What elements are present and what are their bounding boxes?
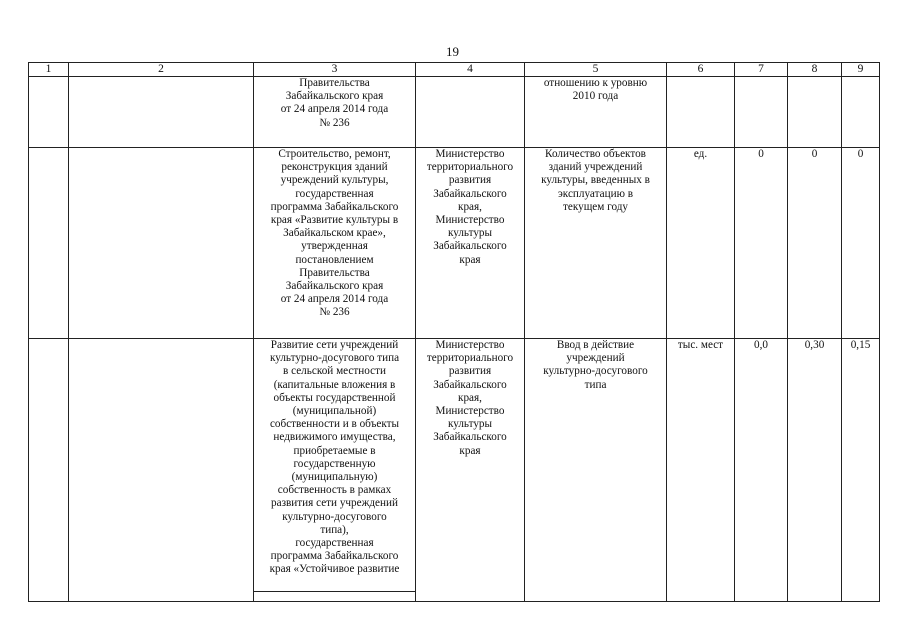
cell-name xyxy=(69,339,254,602)
col-header-4: 4 xyxy=(416,63,525,77)
header-row xyxy=(29,63,880,77)
cell-program-text: Строительство, ремонт, реконструкция зданий учреждений культуры, государственная программа Забайкальского края «Развитие культуры в Забайкальском крае», утвержденная постановлением Правительства Забайкальского края от 24 апреля 2014 года № 236 xyxy=(270,148,399,319)
col-header-7: 7 xyxy=(735,63,788,77)
cell-value-9: 0 xyxy=(842,148,880,339)
col-header-1: 1 xyxy=(29,63,69,77)
cell-indicator-text: отношению к уровню 2010 года xyxy=(543,77,648,103)
cell-indicator-text: Ввод в действие учреждений культурно-досугового типа xyxy=(543,339,648,391)
cell-indicator xyxy=(525,148,667,339)
cell-value-9: 0,15 xyxy=(842,339,880,602)
cell-value-7: 0,0 xyxy=(735,339,788,602)
cell-executor xyxy=(416,148,525,339)
cell-value-8 xyxy=(788,77,842,148)
cell-indicator xyxy=(525,77,667,148)
col-header-5: 5 xyxy=(525,63,667,77)
table-row xyxy=(29,148,880,339)
cell-indicator-text: Количество объектов зданий учреждений культуры, введенных в эксплуатацию в текущем году xyxy=(541,148,650,213)
col-header-2: 2 xyxy=(69,63,254,77)
cell-number xyxy=(29,339,69,602)
cell-value-7 xyxy=(735,77,788,148)
cell-name xyxy=(69,77,254,148)
col-header-9: 9 xyxy=(842,63,880,77)
col-header-3: 3 xyxy=(254,63,416,77)
cell-program xyxy=(254,77,416,148)
table-row xyxy=(29,339,880,602)
cell-number xyxy=(29,148,69,339)
cell-program-text: Правительства Забайкальского края от 24 апреля 2014 года № 236 xyxy=(280,77,389,129)
cell-executor xyxy=(416,339,525,602)
program-table xyxy=(28,62,880,602)
cell-executor-text: Министерство территориального развития Забайкальского края, Министерство культуры Забайкальского края xyxy=(426,339,514,457)
cell-unit: ед. xyxy=(667,148,735,339)
cell-name xyxy=(69,148,254,339)
table-row xyxy=(29,77,880,148)
cell-bottom-rule xyxy=(253,591,415,592)
cell-program xyxy=(254,148,416,339)
cell-executor xyxy=(416,77,525,148)
cell-program xyxy=(254,339,416,602)
cell-value-8: 0 xyxy=(788,148,842,339)
cell-number xyxy=(29,77,69,148)
cell-program-text: Развитие сети учреждений культурно-досугового типа в сельской местности (капитальные вложения в объекты государственной (муниципальной) собственности и в объекты недвижимого имущества, приобретаемые в государственную (муниципальную) собственность в рамках развития сети учреждений культурно-досугового типа), государственная программа Забайкальского края «Устойчивое развитие xyxy=(269,339,400,576)
cell-value-8: 0,30 xyxy=(788,339,842,602)
page-number: 19 xyxy=(446,44,459,59)
cell-unit: тыс. мест xyxy=(667,339,735,602)
col-header-8: 8 xyxy=(788,63,842,77)
cell-indicator xyxy=(525,339,667,602)
col-header-6: 6 xyxy=(667,63,735,77)
cell-value-7: 0 xyxy=(735,148,788,339)
cell-unit xyxy=(667,77,735,148)
cell-executor-text: Министерство территориального развития Забайкальского края, Министерство культуры Забайкальского края xyxy=(426,148,514,266)
cell-value-9 xyxy=(842,77,880,148)
